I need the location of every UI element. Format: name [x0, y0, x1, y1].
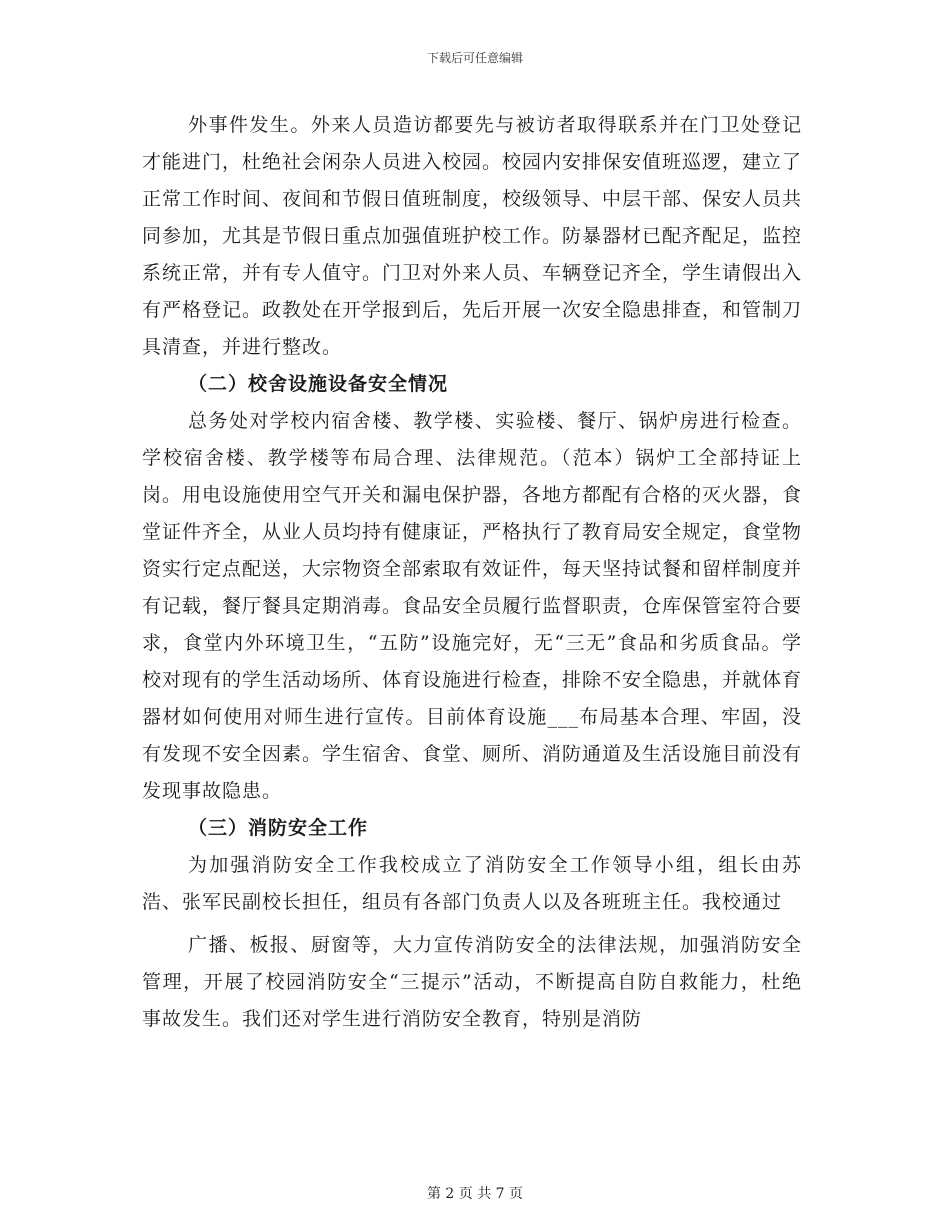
page-footer: 第 2 页 共 7 页 [426, 1186, 524, 1202]
paragraph-1: 外事件发生。外来人员造访都要先与被访者取得联系并在门卫处登记才能进门，杜绝社会闲杂人员进入校园。校园内安排保安值班巡逻，建立了正常工作时间、夜间和节假日值班制度，校级领导、中层干部、保安人员共同参加，尤其是节假日重点加强值班护校工作。防暴器材已配齐配足，监控系统正常，并有专人值守。门卫对外来人员、车辆登记齐全，学生请假出入有严格登记。政教处在开学报到后，先后开展一次安全隐患排查，和管制刀具清查，并进行整改。 [142, 114, 803, 358]
paragraph-2: 总务处对学校内宿舍楼、教学楼、实验楼、餐厅、锅炉房进行检查。学校宿舍楼、教学楼等布局合理、法律规范。（范本）锅炉工全部持证上岗。用电设施使用空气开关和漏电保护器，各地方都配有合格的灭火器，食堂证件齐全，从业人员均持有健康证，严格执行了教育局安全规定，食堂物资实行定点配送，大宗物资全部索取有效证件，每天坚持试餐和留样制度并有记载，餐厅餐具定期消毒。食品安全员履行监督职责，仓库保管室符合要求，食堂内外环境卫生，“五防”设施完好，无“三无”食品和劣质食品。学校对现有的学生活动场所、体育设施进行检查，排除不安全隐患，并就体育器材如何使用对师生进行宣传。目前体育设施___布局基本合理、牢固，没有发现不安全因素。学生宿舍、食堂、厕所、消防通道及生活设施目前没有发现事故隐患。 [142, 410, 803, 802]
paragraph-4: 广播、板报、厨窗等，大力宣传消防安全的法律法规，加强消防安全管理，开展了校园消防安全“三提示”活动，不断提高自防自救能力，杜绝事故发生。我们还对学生进行消防安全教育，特别是消防 [142, 934, 802, 1030]
section-heading-3: （三）消防安全工作 [188, 817, 369, 839]
section-heading-2: （二）校舍设施设备安全情况 [188, 373, 449, 395]
paragraph-3: 为加强消防安全工作我校成立了消防安全工作领导小组，组长由苏浩、张军民副校长担任，组员有各部门负责人以及各班班主任。我校通过 [142, 854, 802, 913]
page-header: 下载后可任意编辑 [426, 51, 523, 65]
document-body [142, 107, 802, 1038]
